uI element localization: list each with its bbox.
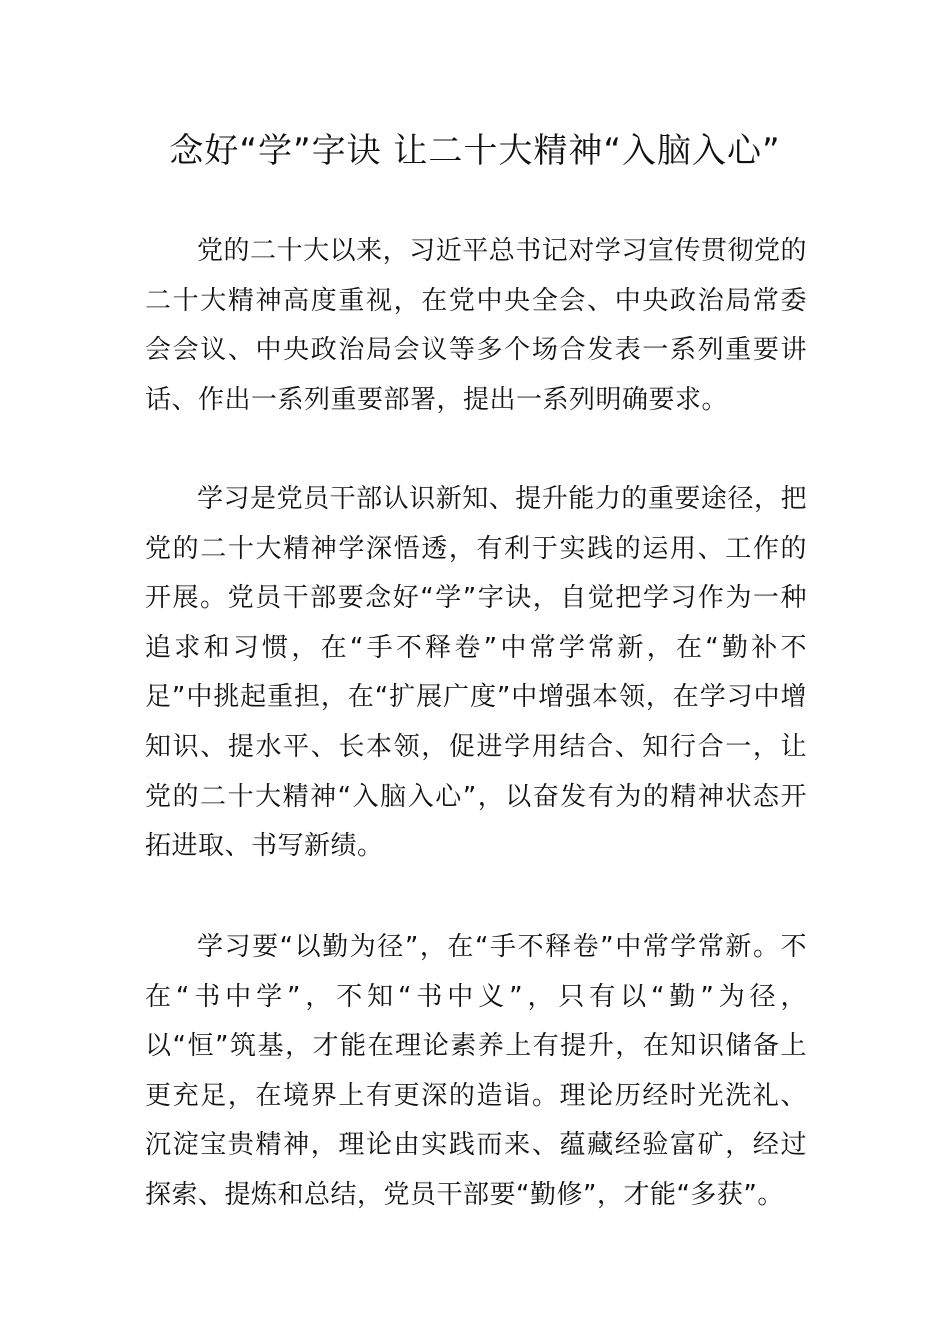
document-title: 念好“学”字诀 让二十大精神“入脑入心” xyxy=(169,131,781,171)
paragraph: 党的二十大以来，习近平总书记对学习宣传贯彻党的二十大精神高度重视，在党中央全会、中央政治局常委会会议、中央政治局会议等多个场合发表一系列重要讲话、作出一系列重要部署，提出一系列明确要求。 xyxy=(145,236,807,415)
paragraph: 学习是党员干部认识新知、提升能力的重要途径，把党的二十大精神学深悟透，有利于实践的运用、工作的开展。党员干部要念好“学”字诀，自觉把学习作为一种追求和习惯，在“手不释卷”中常学常新，在“勤补不足”中挑起重担，在“扩展广度”中增强本领，在学习中增知识、提水平、长本领，促进学用结合、知行合一，让党的二十大精神“入脑入心”，以奋发有为的精神状态开拓进取、书写新绩。 xyxy=(145,484,807,862)
paragraph: 学习要“以勤为径”，在“手不释卷”中常学常新。不在“书中学”，不知“书中义”，只有以“勤”为径，以“恒”筑基，才能在理论素养上有提升，在知识储备上更充足，在境界上有更深的造诣。理论历经时光洗礼、沉淀宝贵精神，理论由实践而来、蕴藏经验富矿，经过探索、提炼和总结，党员干部要“勤修”，才能“多获”。 xyxy=(145,932,807,1210)
